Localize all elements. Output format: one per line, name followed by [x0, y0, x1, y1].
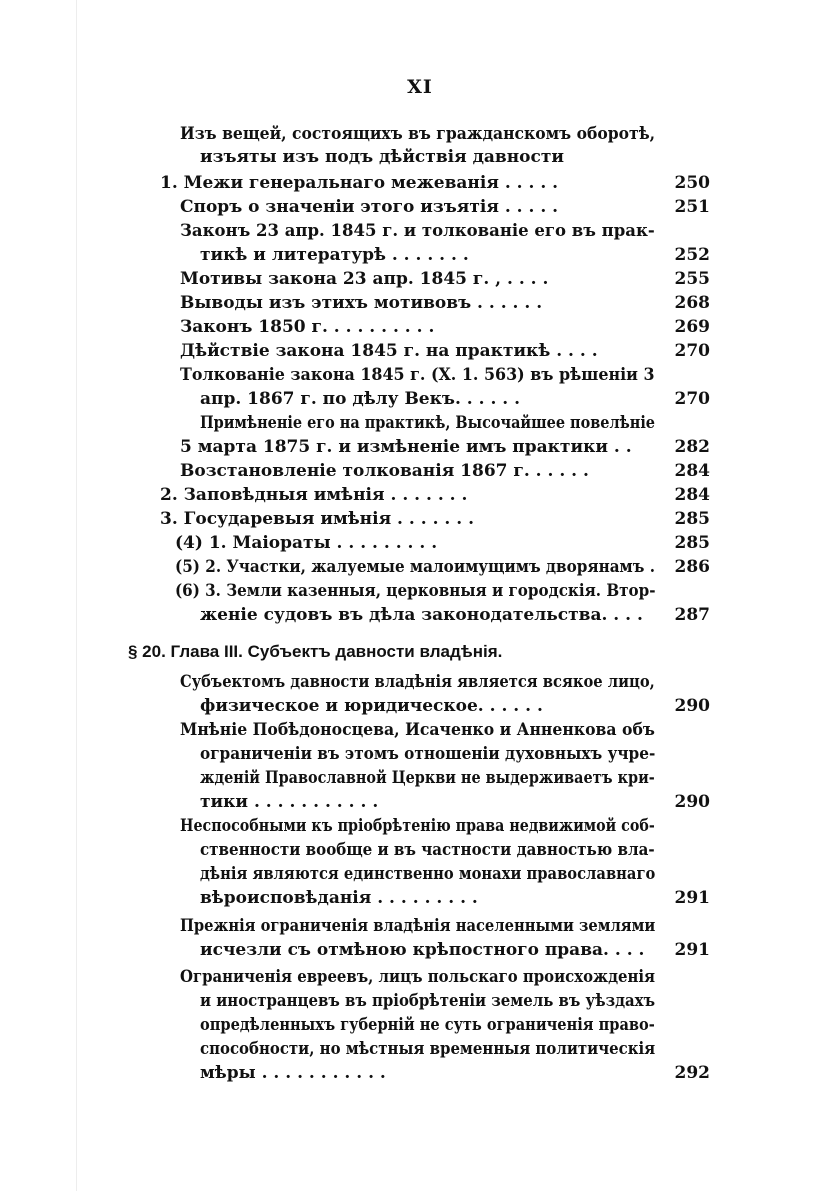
- toc-page-number: 285: [674, 533, 710, 553]
- toc-line: Мнѣніе Побѣдоносцева, Исаченко и Анненкова объ: [180, 720, 655, 740]
- toc-page-number: 291: [674, 888, 710, 908]
- toc-line: Мотивы закона 23 апр. 1845 г. , . . . .: [180, 269, 549, 289]
- toc-page-number: 284: [674, 461, 710, 481]
- toc-line: Толкованіе закона 1845 г. (X. 1. 563) въ рѣшеніи 3: [180, 365, 655, 385]
- toc-line: (5) 2. Участки, жалуемые малоимущимъ дворянамъ .: [175, 557, 655, 577]
- toc-page-number: 286: [674, 557, 710, 577]
- toc-line: Изъ вещей, состоящихъ въ гражданскомъ оборотѣ,: [180, 124, 656, 144]
- toc-line: опредѣленныхъ губерній не суть ограниченія право-: [200, 1015, 655, 1035]
- toc-page-number: 250: [674, 173, 710, 193]
- toc-line: 5 марта 1875 г. и измѣненіе имъ практики . .: [180, 437, 632, 457]
- toc-line: тики . . . . . . . . . . .: [200, 792, 379, 812]
- toc-page-number: 290: [674, 792, 710, 812]
- toc-line: Неспособными къ пріобрѣтенію права недвижимой соб-: [180, 816, 655, 836]
- toc-line: 3. Государевыя имѣнія . . . . . . .: [160, 509, 475, 529]
- toc-line: Дѣйствіе закона 1845 г. на практикѣ . . . .: [180, 341, 598, 361]
- toc-line: Ограниченія евреевъ, лицъ польскаго происхожденія: [180, 967, 656, 987]
- toc-line: апр. 1867 г. по дѣлу Векъ. . . . . .: [200, 389, 521, 409]
- toc-page-number: 291: [674, 940, 710, 960]
- toc-line: (6) 3. Земли казенныя, церковныя и городскія. Втор-: [175, 581, 656, 601]
- toc-line: дѣнія являются единственно монахи православнаго: [200, 864, 656, 884]
- toc-page-number: 284: [674, 485, 710, 505]
- toc-line: вѣроисповѣданія . . . . . . . . .: [200, 888, 478, 908]
- section-heading: § 20. Глава III. Субъектъ давности владѣнія.: [128, 642, 503, 661]
- toc-page-number: 287: [674, 605, 710, 625]
- toc-line: жденій Православной Церкви не выдерживаетъ кри-: [200, 768, 655, 788]
- toc-page-number: 285: [674, 509, 710, 529]
- toc-line: и иностранцевъ въ пріобрѣтеніи земель въ уѣздахъ: [200, 991, 656, 1011]
- toc-page-number: 290: [674, 696, 710, 716]
- toc-line: (4) 1. Маіораты . . . . . . . . .: [175, 533, 438, 553]
- scan-edge-shadow: [76, 0, 77, 1191]
- toc-line: Прежнія ограниченія владѣнія населенными землями: [180, 916, 656, 936]
- toc-page-number: 270: [674, 389, 710, 409]
- toc-line: 1. Межи генеральнаго межеванія . . . . .: [160, 173, 559, 193]
- toc-line: ограниченіи въ этомъ отношеніи духовныхъ учре-: [200, 744, 656, 764]
- toc-line: Субъектомъ давности владѣнія является всякое лицо,: [180, 672, 655, 692]
- toc-line: Выводы изъ этихъ мотивовъ . . . . . .: [180, 293, 543, 313]
- toc-line: изъяты изъ подъ дѣйствія давности: [200, 147, 564, 167]
- toc-page-number: 255: [674, 269, 710, 289]
- toc-line: Законъ 23 апр. 1845 г. и толкованіе его въ прак-: [180, 221, 655, 241]
- toc-page-number: 252: [674, 245, 710, 265]
- toc-line: ственности вообще и въ частности давностью вла-: [200, 840, 655, 860]
- toc-line: тикѣ и литературѣ . . . . . . .: [200, 245, 469, 265]
- toc-page-number: 292: [674, 1063, 710, 1083]
- toc-page-number: 268: [674, 293, 710, 313]
- toc-line: Примѣненіе его на практикѣ, Высочайшее повелѣніе: [200, 413, 655, 433]
- toc-line: Возстановленіе толкованія 1867 г. . . . . .: [180, 461, 589, 481]
- page-number: XI: [407, 76, 433, 98]
- toc-page-number: 251: [674, 197, 710, 217]
- toc-line: исчезли съ отмѣною крѣпостного права. . . .: [200, 940, 645, 960]
- toc-line: физическое и юридическое. . . . . .: [200, 696, 543, 716]
- toc-page-number: 282: [674, 437, 710, 457]
- toc-line: 2. Заповѣдныя имѣнія . . . . . . .: [160, 485, 468, 505]
- toc-line: Законъ 1850 г. . . . . . . . . .: [180, 317, 435, 337]
- toc-line: способности, но мѣстныя временныя политическія: [200, 1039, 656, 1059]
- toc-line: мѣры . . . . . . . . . . .: [200, 1063, 386, 1083]
- toc-page-number: 270: [674, 341, 710, 361]
- toc-line: женіе судовъ въ дѣла законодательства. . . .: [200, 605, 643, 625]
- toc-line: Споръ о значеніи этого изъятія . . . . .: [180, 197, 559, 217]
- toc-page-number: 269: [674, 317, 710, 337]
